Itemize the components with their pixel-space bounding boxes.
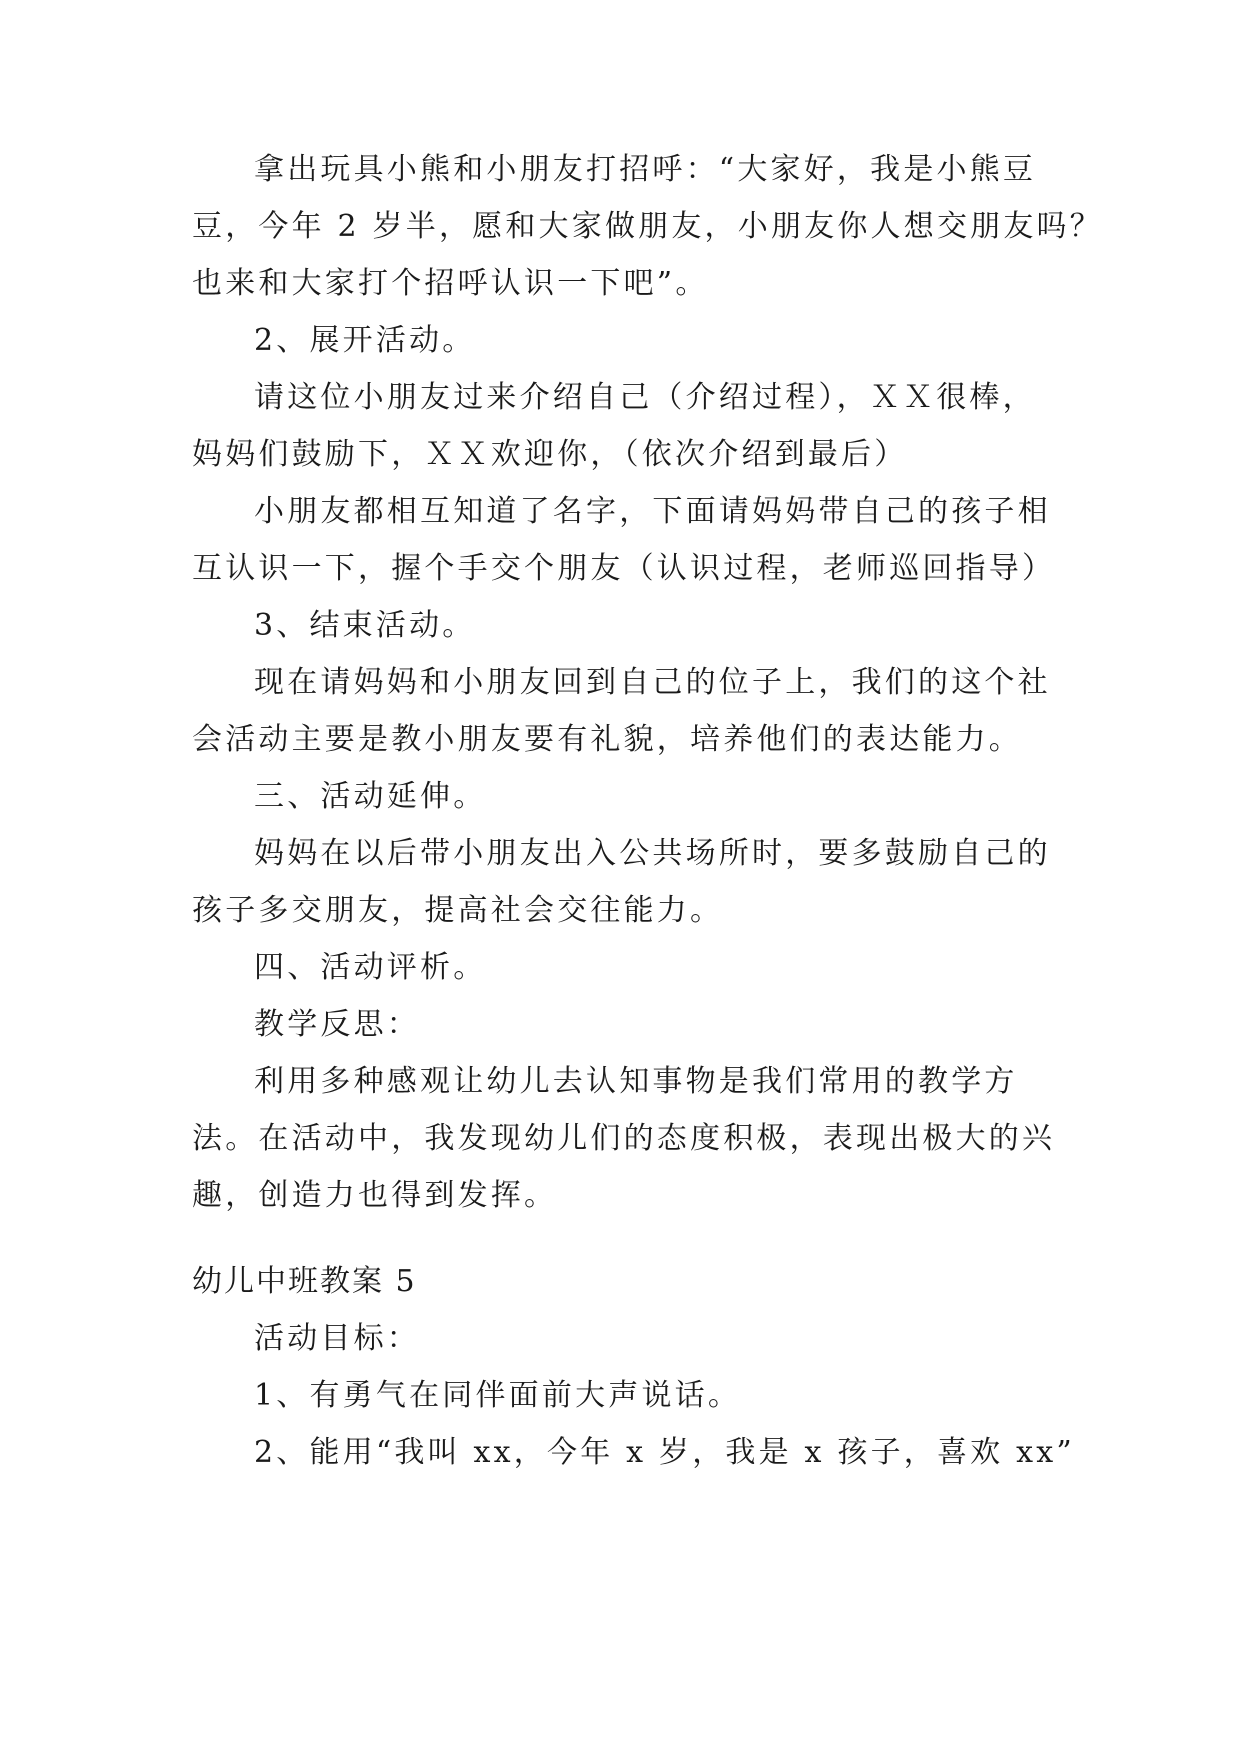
paragraph-line: 请这位小朋友过来介绍自己（介绍过程），ＸＸ很棒， bbox=[254, 380, 1036, 415]
paragraph-line: 2、能用“我叫 xx，今年 x 岁，我是 x 孩子，喜欢 xx” bbox=[254, 1435, 1075, 1470]
paragraph-line: 孩子多交朋友，提高社会交往能力。 bbox=[192, 893, 724, 928]
paragraph-line: 3、结束活动。 bbox=[254, 608, 476, 643]
paragraph-line: 互认识一下，握个手交个朋友（认识过程，老师巡回指导） bbox=[192, 551, 1056, 586]
section-heading: 幼儿中班教案 5 bbox=[192, 1264, 417, 1299]
paragraph-line: 2、展开活动。 bbox=[254, 323, 476, 358]
paragraph-line: 利用多种感观让幼儿去认知事物是我们常用的教学方 bbox=[254, 1064, 1018, 1099]
paragraph-line: 教学反思： bbox=[254, 1007, 420, 1042]
paragraph-line: 也来和大家打个招呼认识一下吧”。 bbox=[192, 266, 709, 301]
paragraph-line: 小朋友都相互知道了名字，下面请妈妈带自己的孩子相 bbox=[254, 494, 1051, 529]
paragraph-line: 拿出玩具小熊和小朋友打招呼：“大家好，我是小熊豆 bbox=[254, 152, 1037, 187]
paragraph-line: 妈妈们鼓励下，ＸＸ欢迎你，（依次介绍到最后） bbox=[192, 437, 908, 472]
paragraph-line: 活动目标： bbox=[254, 1321, 420, 1356]
paragraph-line: 法。在活动中，我发现幼儿们的态度积极，表现出极大的兴 bbox=[192, 1121, 1056, 1156]
paragraph-line: 会活动主要是教小朋友要有礼貌，培养他们的表达能力。 bbox=[192, 722, 1022, 757]
paragraph-line: 豆，今年 2 岁半，愿和大家做朋友，小朋友你人想交朋友吗？ bbox=[192, 209, 1103, 244]
paragraph-line: 趣，创造力也得到发挥。 bbox=[192, 1178, 558, 1213]
paragraph-line: 妈妈在以后带小朋友出入公共场所时，要多鼓励自己的 bbox=[254, 836, 1051, 871]
paragraph-line: 四、活动评析。 bbox=[254, 950, 487, 985]
paragraph-line: 1、有勇气在同伴面前大声说话。 bbox=[254, 1378, 742, 1413]
paragraph-line: 三、活动延伸。 bbox=[254, 779, 487, 814]
paragraph-line: 现在请妈妈和小朋友回到自己的位子上，我们的这个社 bbox=[254, 665, 1051, 700]
